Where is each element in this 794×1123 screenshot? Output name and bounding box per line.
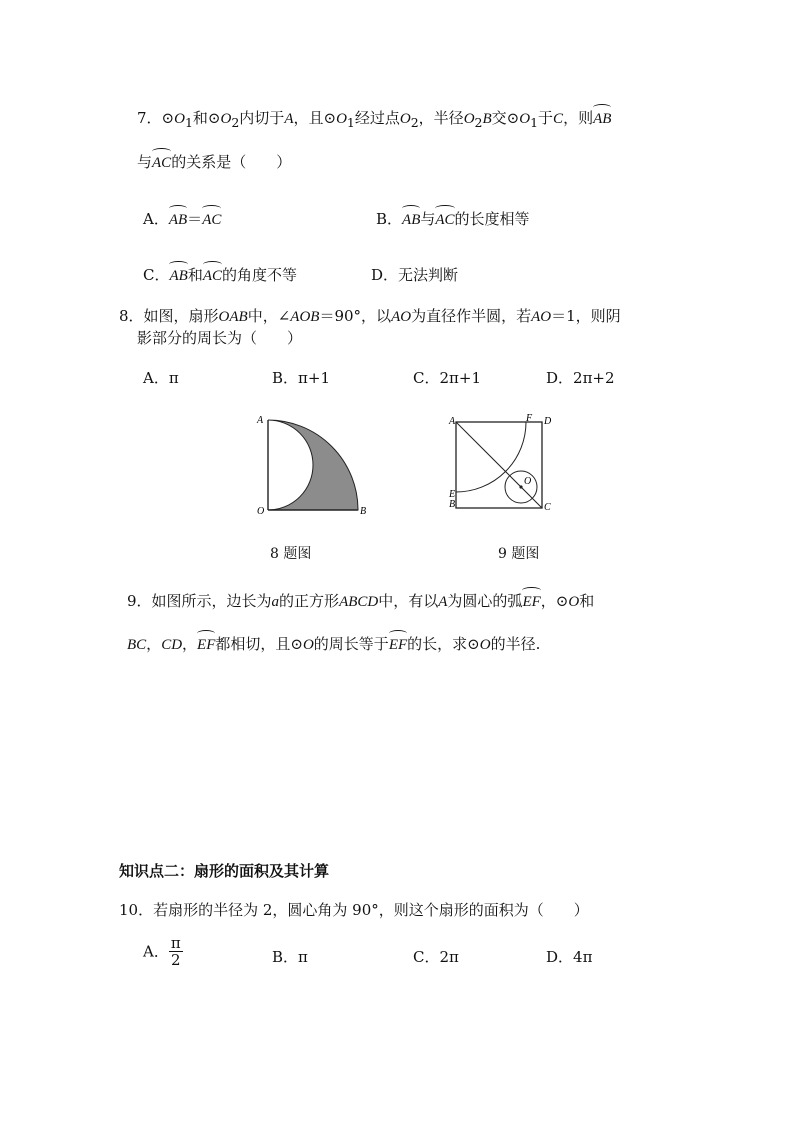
q7-sub: 1 — [184, 115, 193, 130]
arc-ac: AC — [435, 212, 455, 228]
figure-8 — [252, 410, 372, 520]
q8-text: 影部分的周长为（ ） — [137, 329, 303, 347]
q7-option-a — [143, 209, 221, 230]
q7-text: C — [553, 111, 564, 127]
q9-line-1 — [127, 591, 594, 612]
option-text: A．π — [143, 369, 179, 387]
q8-option-a — [143, 368, 179, 388]
q10-option-b — [272, 947, 308, 967]
label-o: O — [524, 476, 532, 487]
q8-line-1 — [119, 306, 621, 327]
label-c: C — [544, 502, 551, 513]
q7-sub: 2 — [410, 115, 419, 130]
arc-ef: EF — [522, 594, 541, 610]
option-text: C．2π+1 — [413, 369, 481, 387]
option-text: 与 — [420, 210, 436, 228]
option-text: B．π — [272, 948, 308, 966]
q7-line-2 — [137, 152, 291, 173]
q8-text: 8．如图，扇形 — [119, 307, 219, 325]
q9-text: 为圆心的弧 — [447, 592, 523, 610]
q10-option-d — [546, 947, 592, 967]
fraction-numerator: π — [170, 934, 181, 952]
q9-text: O — [302, 637, 314, 653]
q9-text: O — [479, 637, 491, 653]
q7-text: ，则 — [563, 109, 594, 127]
label-b: B — [449, 499, 456, 510]
label-f: F — [526, 413, 533, 424]
q7-text: O — [463, 111, 475, 127]
fraction-denominator: 2 — [171, 951, 181, 969]
q7-text: 经过点 — [354, 109, 400, 127]
option-text: 的长度相等 — [454, 210, 530, 228]
label-e: E — [449, 489, 456, 500]
figure-9-caption: 9 题图 — [498, 546, 540, 562]
q8-text: OAB — [218, 309, 248, 325]
q10-option-c — [413, 947, 459, 967]
q10-option-a — [143, 935, 183, 968]
q7-sub: 2 — [474, 115, 483, 130]
option-text: 的角度不等 — [222, 266, 298, 284]
q9-text: O — [568, 594, 580, 610]
q8-option-b — [272, 368, 330, 388]
q9-text: ，⊙ — [540, 592, 569, 610]
option-text: D．4π — [546, 948, 593, 966]
q9-text: BC — [127, 637, 147, 653]
q7-text: ，且⊙ — [293, 109, 337, 127]
q7-text: O — [174, 111, 185, 127]
q7-text: 和⊙ — [192, 109, 221, 127]
option-label: C． — [143, 266, 170, 284]
q9-text: 的半径. — [490, 635, 541, 653]
arc-ab: AB — [402, 212, 421, 228]
q7-text: O — [336, 111, 347, 127]
q8-text: 为直径作半圆，若 — [411, 307, 532, 325]
q8-option-d — [546, 368, 615, 388]
q8-option-c — [413, 368, 481, 388]
diagonal-ac — [456, 422, 542, 508]
q7-option-c — [143, 265, 297, 286]
q7-text: O — [399, 111, 411, 127]
q7-option-d — [371, 265, 458, 285]
option-text: C．2π — [413, 948, 459, 966]
option-text: 和 — [187, 266, 203, 284]
q9-text: CD — [161, 637, 183, 653]
q9-text: 和 — [579, 592, 595, 610]
label-a: A — [257, 415, 264, 426]
label-o: O — [257, 506, 265, 517]
arc-ac: AC — [152, 155, 172, 171]
arc-ef: EF — [388, 637, 408, 653]
label-d: D — [544, 416, 552, 427]
q8-text: AO — [391, 309, 412, 325]
q7-text: ，半径 — [418, 109, 464, 127]
q8-text: AOB — [290, 309, 320, 325]
q7-sub: 1 — [530, 115, 539, 130]
option-text: ＝ — [187, 210, 203, 228]
option-label: A． — [143, 210, 169, 228]
q9-text: ， — [146, 635, 162, 653]
q9-text: 的正方形 — [279, 592, 340, 610]
label-b: B — [360, 506, 367, 517]
q7-text: 于 — [538, 109, 554, 127]
q10-stem: 10．若扇形的半径为 2，圆心角为 90°，则这个扇形的面积为（ ） — [119, 901, 589, 919]
q9-text: 9．如图所示，边长为 — [127, 592, 272, 610]
figure-9 — [440, 410, 560, 520]
arc-ef: EF — [197, 637, 216, 653]
q9-text: a — [271, 594, 280, 610]
q9-text: 的周长等于 — [313, 635, 389, 653]
option-text: D．无法判断 — [371, 266, 459, 284]
q7-sub: 2 — [231, 115, 240, 130]
option-text: D．2π+2 — [546, 369, 615, 387]
q7-text: O — [519, 111, 531, 127]
option-label: A． — [143, 942, 169, 961]
section-heading: 知识点二：扇形的面积及其计算 — [119, 862, 330, 880]
q7-line-1 — [137, 108, 611, 133]
q7-text: A — [284, 111, 294, 127]
q9-text: ABCD — [339, 594, 379, 610]
q9-text: A — [438, 594, 448, 610]
arc-ac: AC — [202, 268, 222, 284]
arc-ab: AB — [169, 268, 188, 284]
q7-number: 7．⊙ — [137, 109, 175, 127]
arc-ac: AC — [202, 212, 222, 228]
q9-text: 中，有以 — [378, 592, 439, 610]
q7-text: 与 — [137, 153, 153, 171]
center-o — [519, 485, 522, 488]
arc-ab: AB — [168, 212, 188, 228]
fraction — [169, 935, 183, 968]
q9-text: 的长，求⊙ — [407, 635, 480, 653]
figure-8-caption: 8 题图 — [270, 546, 312, 562]
q7-text: 交⊙ — [491, 109, 520, 127]
q7-text: 内切于 — [239, 109, 285, 127]
q7-text: 的关系是（ ） — [171, 153, 292, 171]
q8-text: AO — [531, 309, 552, 325]
q8-text: ＝1，则阴 — [551, 307, 621, 325]
q7-sub: 1 — [346, 115, 355, 130]
q8-line-2 — [137, 328, 302, 348]
q8-text: 中，∠ — [247, 307, 291, 325]
q7-option-b — [376, 209, 530, 230]
q7-text: B — [482, 111, 492, 127]
q9-text: ， — [182, 635, 198, 653]
option-text: B．π+1 — [272, 369, 330, 387]
q8-text: ＝90°，以 — [319, 307, 392, 325]
q9-line-2 — [127, 634, 540, 655]
arc-ab: AB — [593, 111, 612, 127]
q9-text: 都相切，且⊙ — [215, 635, 303, 653]
option-label: B． — [376, 210, 403, 228]
q7-text: O — [220, 111, 232, 127]
label-a: A — [449, 416, 456, 427]
shaded-region — [268, 420, 358, 510]
